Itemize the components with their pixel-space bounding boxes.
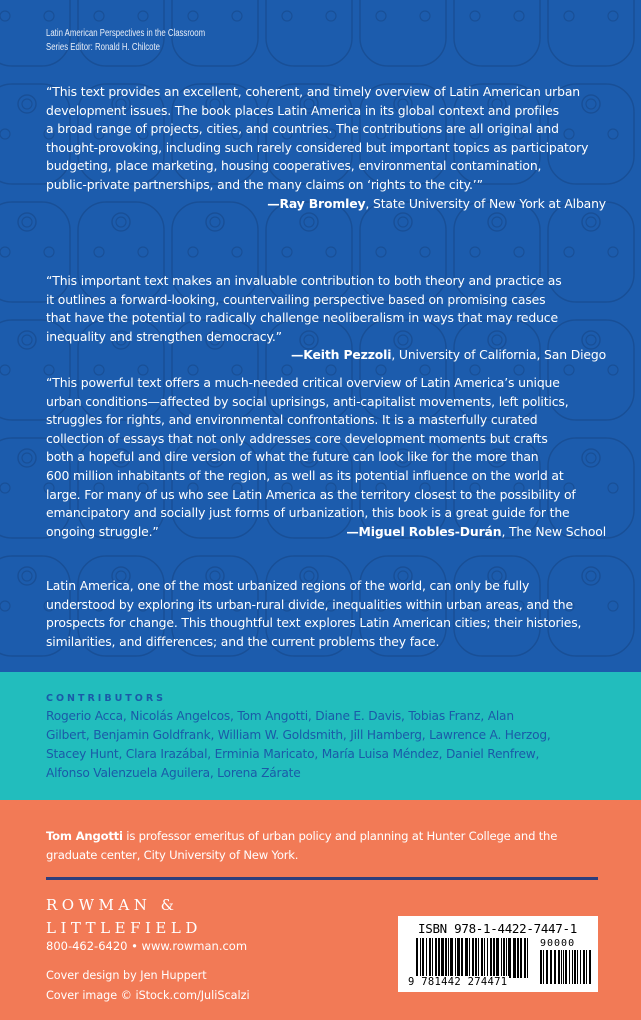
quote-line: development issues. The book places Latin America in its global context and profiles <box>46 102 559 118</box>
barcode-bar <box>577 950 578 984</box>
quote-line: “This important text makes an invaluable contribution to both theory and practice as <box>46 273 562 288</box>
barcode-bar <box>563 950 564 984</box>
barcode-bar <box>481 938 483 978</box>
quote-line: “This text provides an excellent, coherent, and timely overview of Latin American urban <box>46 84 580 99</box>
barcode-bar <box>490 938 492 978</box>
barcode-bar <box>461 938 463 978</box>
quote-last-line <box>46 523 606 542</box>
barcode-bar <box>513 938 516 978</box>
barcode-bar <box>457 938 460 978</box>
quote-line: that have the potential to radically challenge neoliberalism in ways that may reduce <box>46 310 558 326</box>
quote-affiliation: , State University of New York at Albany <box>365 195 606 211</box>
barcode-bar <box>416 938 418 978</box>
barcode-bar <box>517 938 519 978</box>
barcode-bar <box>448 938 449 978</box>
barcode-bar <box>478 938 479 978</box>
quote-affiliation: , University of California, San Diego <box>391 347 606 363</box>
contributors-line: Stacey Hunt, Clara Irazábal, Erminia Maricato, María Luisa Méndez, Daniel Renfrew, <box>46 747 540 761</box>
quote-line: “This powerful text offers a much-needed critical overview of Latin America’s unique <box>46 375 560 390</box>
publisher-contact: 800-462-6420 • www.rowman.com <box>46 939 248 953</box>
quote-line: thought-provoking, including such rarely considered but important topics as participatory <box>46 139 589 155</box>
barcode-bar <box>441 938 444 978</box>
quote-attribution <box>46 195 606 214</box>
quote-line: public-private partnerships, and the many claims on ‘rights to the city.’” <box>46 176 483 192</box>
isbn-barcode <box>398 916 598 992</box>
quote-line: large. For many of us who see Latin America as the territory closest to the possibility of <box>46 486 576 502</box>
bio-text: is professor emeritus of urban policy and planning at Hunter College and the <box>122 829 558 843</box>
barcode-bar <box>501 938 502 978</box>
barcode-bar <box>422 938 424 978</box>
barcode-bar <box>435 938 437 978</box>
barcode-bar <box>496 938 499 978</box>
barcode-bar <box>420 938 421 978</box>
barcode-bar <box>520 938 522 978</box>
bio-text: graduate center, City University of New York. <box>46 848 299 862</box>
barcode-bar <box>472 938 474 978</box>
description-line: similarities, and differences; and the current problems they face. <box>46 633 440 649</box>
publisher-name-line: LITTLEFIELD <box>46 919 202 937</box>
quote-affiliation: , The New School <box>501 523 606 539</box>
quote-line: ongoing struggle.” <box>46 523 159 539</box>
barcode-bar <box>583 950 585 984</box>
contributors-line: Rogerio Acca, Nicolás Angelcos, Tom Angotti, Diane E. Davis, Tobias Franz, Alan <box>46 709 514 723</box>
barcode-bar <box>484 938 485 978</box>
barcode-bar <box>503 938 505 978</box>
barcode-bar <box>558 950 560 984</box>
barcode-bar <box>546 950 548 984</box>
quote-line: it outlines a forward-looking, countervailing perspective based on promising cases <box>46 291 546 307</box>
barcode-bar <box>469 938 470 978</box>
barcode-bar <box>524 938 526 978</box>
quote-attribution <box>46 346 606 365</box>
barcode-bar <box>527 938 528 978</box>
cover-credits <box>46 966 250 1006</box>
quote-line: urban conditions—affected by social uprisings, anti-capitalist movements, left politics, <box>46 393 569 409</box>
barcode-bar <box>432 938 433 978</box>
quote-line: budgeting, place marketing, housing cooperatives, environmental contamination, <box>46 158 542 174</box>
quote-line: both a hopeful and dire version of what the future can look like for the more than <box>46 449 539 465</box>
barcode-bar <box>493 938 495 978</box>
ean-digits: 9 781442 274471 <box>408 976 508 988</box>
quote-author: —Ray Bromley <box>267 195 366 211</box>
series-title: Latin American Perspectives in the Classroom <box>46 28 206 39</box>
series-info <box>46 27 205 55</box>
quote-line: 600 million inhabitants of the region, as well as its potential influence on the world at <box>46 467 564 483</box>
barcode-bar <box>508 938 511 978</box>
book-description <box>46 577 606 651</box>
quote-line: struggles for rights, and environmental confrontations. It is a masterfully curated <box>46 412 538 428</box>
contributors-heading: CONTRIBUTORS <box>46 693 166 704</box>
barcode-bar <box>554 950 556 984</box>
quote-author: —Miguel Robles-Durán <box>346 523 502 539</box>
barcode-bar <box>569 950 570 984</box>
barcode-bar <box>506 938 507 978</box>
quote-attribution <box>346 523 606 542</box>
quote-line: emancipatory and socially just forms of urbanization, this book is a great guide for the <box>46 505 570 521</box>
barcode-bar <box>572 950 573 984</box>
barcode-bar <box>550 950 552 984</box>
contributors-line: Gilbert, Benjamin Goldfrank, William W. Goldsmith, Jill Hamberg, Lawrence A. Herzog, <box>46 728 551 742</box>
divider <box>46 877 598 880</box>
barcode-bar <box>543 950 544 984</box>
publisher-name-line: ROWMAN & <box>46 896 179 914</box>
quote-line: inequality and strengthen democracy.” <box>46 328 282 344</box>
barcode-bar <box>565 950 567 984</box>
cover-image-credit: Cover image © iStock.com/JuliScalzi <box>46 989 250 1002</box>
barcode-bar <box>574 950 576 984</box>
barcode-bar <box>487 938 488 978</box>
author-bio <box>46 827 557 865</box>
quote-author: —Keith Pezzoli <box>291 347 392 363</box>
cover-design-credit: Cover design by Jen Huppert <box>46 969 207 982</box>
barcode-bar <box>580 950 581 984</box>
quote-2 <box>46 272 606 365</box>
contributors-line: Alfonso Valenzuela Aguilera, Lorena Zárate <box>46 766 301 780</box>
barcode-bar <box>465 938 468 978</box>
quote-line: a broad range of projects, cities, and countries. The contributions are all original and <box>46 121 559 137</box>
barcode-bar <box>475 938 477 978</box>
isbn-number: ISBN 978-1-4422-7447-1 <box>418 921 577 936</box>
contributors-list <box>46 707 551 783</box>
barcode-bar <box>540 950 542 984</box>
barcode-bar <box>589 950 591 984</box>
barcode-bar <box>586 950 587 984</box>
description-line: understood by exploring its urban-rural divide, inequalities within urban areas, and the <box>46 596 573 612</box>
description-line: prospects for change. This thoughtful text explores Latin American cities; their histories, <box>46 615 582 631</box>
barcode-bar <box>445 938 447 978</box>
barcode-bar <box>561 950 562 984</box>
series-editor: Series Editor: Ronald H. Chilcote <box>46 42 161 53</box>
barcode-bar <box>429 938 431 978</box>
quote-line: collection of essays that not only addresses core development moments but crafts <box>46 430 548 446</box>
barcode-bar <box>438 938 440 978</box>
barcode-bar <box>426 938 427 978</box>
publisher-logo <box>46 894 202 940</box>
barcode-bar <box>455 938 456 978</box>
quote-3 <box>46 374 606 541</box>
quote-1 <box>46 83 606 213</box>
author-name: Tom Angotti <box>46 829 123 843</box>
description-line: Latin America, one of the most urbanized regions of the world, can only be fully <box>46 578 530 593</box>
price-code: 90000 <box>540 938 576 949</box>
barcode-bar <box>450 938 453 978</box>
